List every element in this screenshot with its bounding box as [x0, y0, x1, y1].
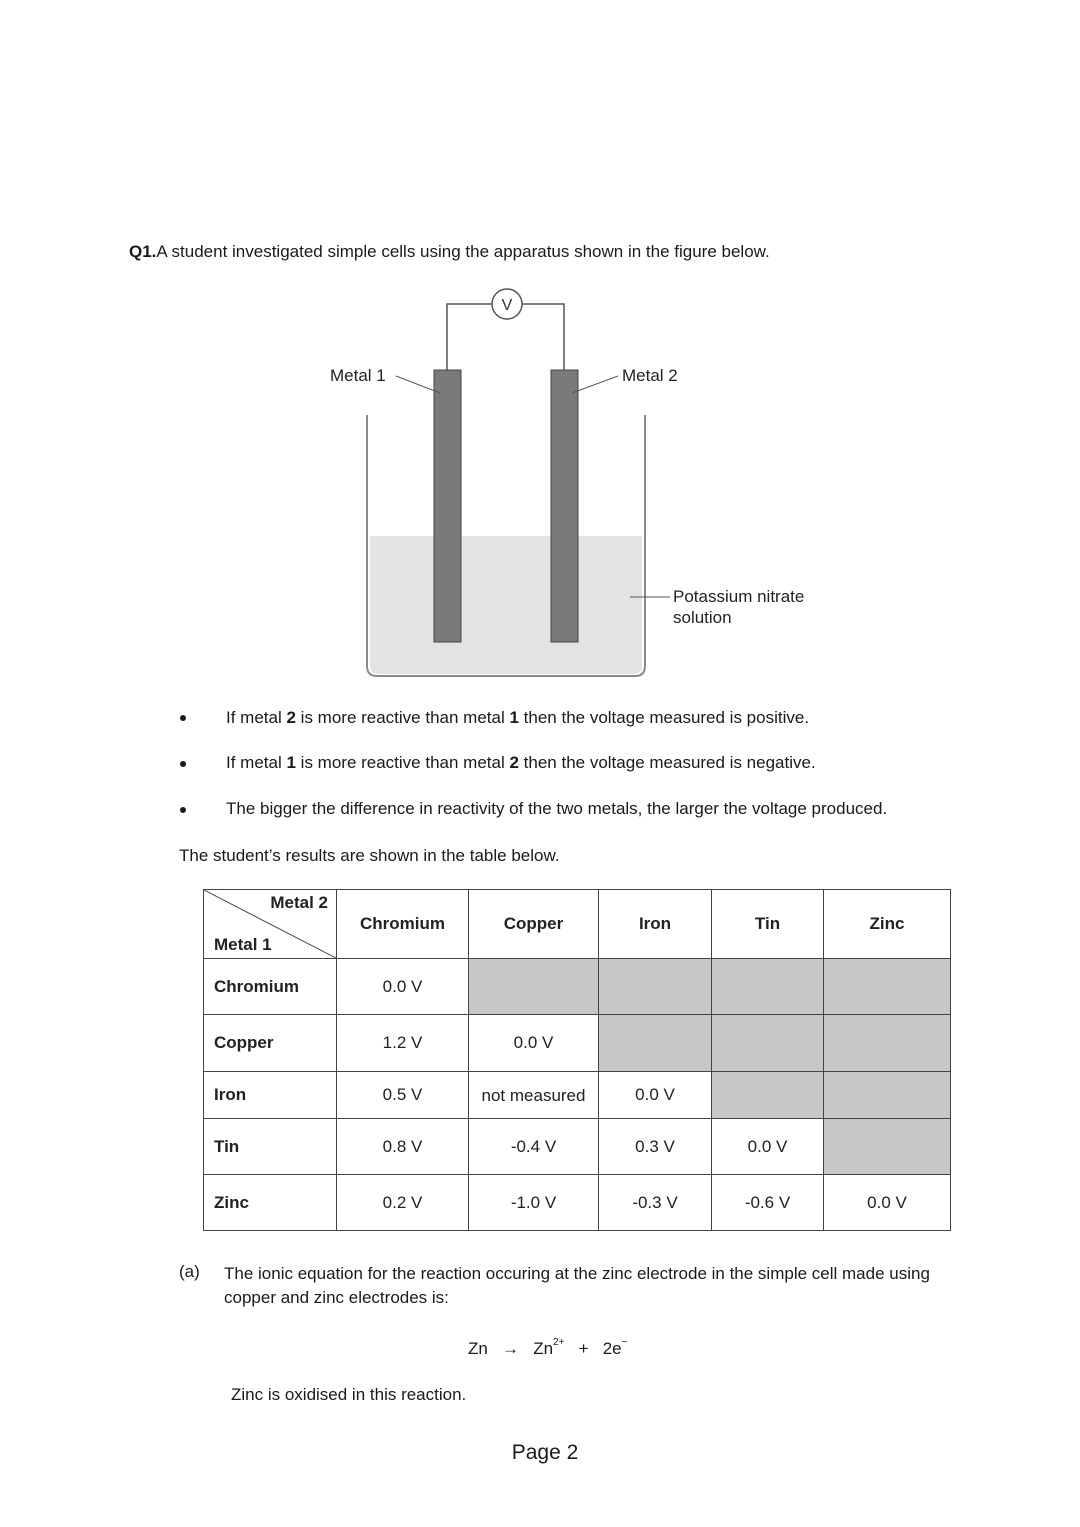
row-header: Copper [204, 1015, 337, 1072]
column-header-copper: Copper [469, 890, 599, 959]
table-cell: -0.4 V [469, 1119, 599, 1175]
question-text: A student investigated simple cells using the apparatus shown in the figure below. [156, 242, 770, 261]
metal-1-label: Metal 1 [330, 366, 386, 385]
oxidation-note: Zinc is oxidised in this reaction. [231, 1385, 467, 1404]
shaded-cell [824, 959, 951, 1015]
table-row [204, 1119, 951, 1175]
equation-arrow: → [502, 1339, 520, 1358]
equation-plus: + [578, 1339, 589, 1358]
voltmeter [492, 289, 522, 319]
metal-2-label: Metal 2 [622, 366, 678, 385]
table-cell: 0.0 V [712, 1119, 824, 1175]
apparatus-diagram [0, 0, 1080, 700]
table-cell: 0.0 V [599, 1072, 712, 1119]
electrode-metal-1 [434, 370, 461, 642]
shaded-cell [824, 1072, 951, 1119]
page-number: Page 2 [511, 1441, 579, 1464]
corner-cell [204, 890, 337, 959]
ionic-equation [468, 1337, 627, 1359]
corner-metal-2: Metal 2 [270, 893, 328, 912]
table-intro: The student’s results are shown in the table below. [179, 846, 560, 865]
metal-2-pointer [572, 376, 618, 393]
bullet-text: If metal [226, 708, 287, 727]
column-header-tin: Tin [712, 890, 824, 959]
bullet-dot [180, 761, 186, 767]
bullet-dot [180, 807, 186, 813]
question-number: Q1. [129, 242, 157, 261]
bullet-dot [180, 715, 186, 721]
table-cell: -0.6 V [712, 1175, 824, 1231]
bullet-text: If metal [226, 753, 287, 772]
shaded-cell [824, 1015, 951, 1072]
shaded-cell [712, 1072, 824, 1119]
equation-product: Zn [533, 1339, 554, 1358]
column-header-iron: Iron [599, 890, 712, 959]
table-header-row [204, 890, 951, 959]
table-row [204, 1175, 951, 1231]
solution [370, 536, 642, 674]
equation-reactant: Zn [468, 1339, 488, 1358]
table-row [204, 1015, 951, 1072]
row-header: Zinc [204, 1175, 337, 1231]
bullet-bold: 2 [509, 753, 519, 772]
electrode-metal-2 [551, 370, 578, 642]
bullet-text: is more reactive than metal [295, 753, 510, 772]
column-header-zinc: Zinc [824, 890, 951, 959]
shaded-cell [824, 1119, 951, 1175]
bullet-bold: 1 [509, 708, 519, 727]
bullet-bold: 2 [286, 708, 296, 727]
solution-label-line-2: solution [673, 608, 732, 627]
bullet-1 [226, 708, 809, 728]
voltmeter-symbol: V [501, 297, 513, 314]
shaded-cell [599, 1015, 712, 1072]
corner-metal-1: Metal 1 [214, 935, 272, 954]
shaded-cell [469, 959, 599, 1015]
bullet-text: then the voltage measured is negative. [518, 753, 816, 772]
part-a-text: The ionic equation for the reaction occuring at the zinc electrode in the simple cell made using copper and zinc electrodes is: [224, 1264, 930, 1307]
table-cell: 0.0 V [824, 1175, 951, 1231]
wire-right [522, 304, 564, 370]
column-header-chromium: Chromium [337, 890, 469, 959]
table-row [204, 959, 951, 1015]
solution-label-line-1: Potassium nitrate [673, 587, 805, 606]
table-cell: 1.2 V [337, 1015, 469, 1072]
table-cell: not measured [469, 1072, 599, 1119]
table-cell: 0.0 V [337, 959, 469, 1015]
row-header: Tin [204, 1119, 337, 1175]
wire-left [447, 304, 492, 370]
equation-electron-charge: − [621, 1337, 628, 1348]
bullet-3: The bigger the difference in reactivity of the two metals, the larger the voltage produced. [226, 799, 888, 818]
row-header: Iron [204, 1072, 337, 1119]
part-a-label: (a) [179, 1262, 200, 1281]
metal-1-pointer [396, 376, 440, 393]
shaded-cell [712, 1015, 824, 1072]
bullet-text: then the voltage measured is positive. [518, 708, 810, 727]
table-cell: 0.0 V [469, 1015, 599, 1072]
table-cell: 0.5 V [337, 1072, 469, 1119]
table-cell: -1.0 V [469, 1175, 599, 1231]
bullet-2 [226, 753, 816, 773]
table-cell: -0.3 V [599, 1175, 712, 1231]
row-header: Chromium [204, 959, 337, 1015]
bullet-bold: 1 [286, 753, 296, 772]
equation-product-charge: 2+ [553, 1337, 565, 1348]
bullet-text: is more reactive than metal [295, 708, 510, 727]
shaded-cell [599, 959, 712, 1015]
table-row [204, 1072, 951, 1119]
table-cell: 0.2 V [337, 1175, 469, 1231]
table-cell: 0.3 V [599, 1119, 712, 1175]
shaded-cell [712, 959, 824, 1015]
table-cell: 0.8 V [337, 1119, 469, 1175]
equation-electrons: 2e [602, 1339, 622, 1358]
results-table [203, 889, 951, 1231]
